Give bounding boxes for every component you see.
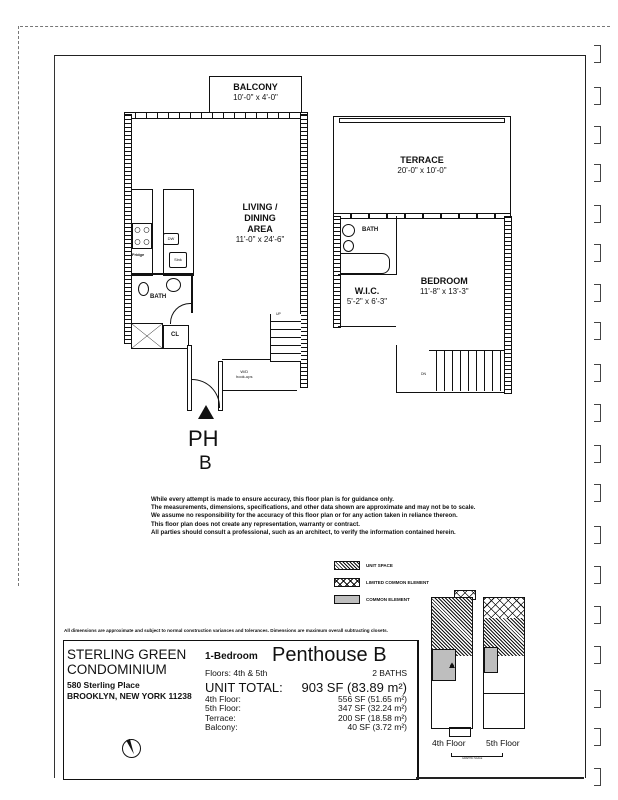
binder-hole bbox=[594, 606, 601, 624]
washer-dryer-closet bbox=[222, 359, 297, 391]
balcony-label: BALCONY bbox=[233, 82, 278, 92]
unit-name: Penthouse B bbox=[272, 644, 387, 666]
building-name-2: CONDOMINIUM bbox=[67, 662, 167, 677]
unit-marker-ph: PH bbox=[188, 426, 219, 451]
exterior-wall-right bbox=[300, 114, 308, 388]
balcony-dim: 10'-0" x 4'-0" bbox=[233, 93, 278, 102]
binder-hole bbox=[594, 445, 601, 463]
binder-hole bbox=[594, 164, 601, 182]
kp-5th-floor bbox=[483, 597, 525, 729]
closet-label: CL bbox=[171, 332, 179, 338]
building-name-1: STERLING GREEN bbox=[67, 647, 187, 662]
binder-hole bbox=[594, 728, 601, 746]
disclaimer-line: We assume no responsibility for the accuracy of this floor plan or for any action taken in reliance thereon. bbox=[151, 512, 458, 520]
kp-5th-floor-label: 5th Floor bbox=[486, 738, 520, 748]
area-value: 40 SF (3.72 m²) bbox=[347, 722, 407, 732]
bath-label: BATH bbox=[150, 294, 167, 300]
bath-wall-right bbox=[191, 273, 193, 313]
terrace-dim: 20'-0" x 10'-0" bbox=[397, 166, 447, 175]
unit-total-label: UNIT TOTAL: bbox=[205, 679, 283, 695]
area-label: 4th Floor: bbox=[205, 693, 241, 704]
upper-bath bbox=[338, 216, 397, 275]
stairs-down-label: DN bbox=[421, 372, 427, 376]
disclaimer-line: While every attempt is made to ensure accuracy, this floor plan is for guidance only. bbox=[151, 496, 394, 503]
upper-bath-sink-icon bbox=[342, 224, 355, 237]
disclaimer bbox=[151, 496, 521, 537]
binder-hole bbox=[594, 45, 601, 63]
area-value: 347 SF (32.24 m²) bbox=[338, 703, 407, 713]
exterior-wall-right-upper bbox=[504, 216, 512, 394]
legend-label: LIMITED COMMON ELEMENT bbox=[366, 580, 429, 585]
binder-hole bbox=[594, 768, 601, 786]
binder-hole bbox=[594, 87, 601, 105]
binder-hole bbox=[594, 484, 601, 502]
stairs-down bbox=[429, 350, 504, 391]
bedroom-label: BEDROOM bbox=[420, 276, 468, 286]
balcony bbox=[209, 76, 302, 115]
bedroom-dim: 11'-8" x 13'-3" bbox=[420, 287, 469, 296]
binder-hole bbox=[594, 284, 601, 302]
unit-entry-arrow-icon bbox=[198, 405, 214, 419]
graphic-scale-label: GRAPHIC SCALE bbox=[462, 757, 483, 760]
kp-4th-floor bbox=[431, 597, 473, 729]
binder-hole bbox=[594, 526, 601, 544]
stairs-up bbox=[270, 314, 301, 362]
baths-count: 2 BATHS bbox=[372, 668, 407, 678]
binder-hole bbox=[594, 404, 601, 422]
binder-hole bbox=[594, 646, 601, 664]
address-line-2: BROOKLYN, NEW YORK 11238 bbox=[67, 691, 192, 701]
north-compass-icon bbox=[122, 739, 141, 758]
upper-toilet-icon bbox=[343, 240, 354, 252]
living-label-3: AREA bbox=[247, 224, 273, 234]
living-label-1: LIVING / bbox=[242, 202, 278, 212]
legend-label: UNIT SPACE bbox=[366, 563, 393, 568]
common-swatch-icon bbox=[334, 595, 360, 604]
fridge-label: Fridge bbox=[132, 252, 145, 257]
legend-limited-common bbox=[334, 578, 429, 587]
legend-common bbox=[334, 595, 429, 604]
area-label: Terrace: bbox=[205, 712, 236, 723]
stairs-up-label: UP bbox=[276, 312, 281, 316]
toilet-icon bbox=[138, 282, 149, 296]
binder-hole bbox=[594, 566, 601, 584]
area-value: 200 SF (18.58 m²) bbox=[338, 712, 407, 723]
bath-wall-top bbox=[131, 273, 193, 275]
kp-4th-floor-label: 4th Floor bbox=[432, 738, 466, 748]
disclaimer-line: The measurements, dimensions, specifications, and other data shown are approximate and may not be to scale. bbox=[151, 504, 476, 512]
shower-icon bbox=[131, 323, 163, 349]
title-block bbox=[63, 640, 419, 780]
wic-dim: 5'-2" x 6'-3" bbox=[346, 297, 388, 306]
living-dim: 11'-0" x 24'-6" bbox=[235, 235, 285, 244]
address-line-1: 580 Sterling Place bbox=[67, 680, 140, 690]
key-plan bbox=[416, 585, 584, 779]
wd-label: W/D bbox=[240, 369, 249, 374]
upper-bath-label: BATH bbox=[362, 227, 379, 233]
binder-hole bbox=[594, 244, 601, 262]
binder-hole bbox=[594, 690, 601, 708]
wd-hookups-label: hook-ups bbox=[236, 374, 253, 379]
page-edge-left bbox=[18, 26, 20, 586]
unit-total-value: 903 SF (83.89 m²) bbox=[301, 679, 407, 695]
terrace bbox=[333, 116, 511, 216]
legend bbox=[334, 561, 429, 612]
bathtub-icon bbox=[340, 253, 390, 274]
binder-hole bbox=[594, 364, 601, 382]
area-label: 5th Floor: bbox=[205, 703, 241, 713]
terrace-railing bbox=[339, 118, 505, 123]
disclaimer-line: All parties should consult a professional, such as an architect, to verify the information contained herein. bbox=[151, 528, 456, 536]
living-label-2: DINING bbox=[244, 213, 276, 223]
area-label: Balcony: bbox=[205, 722, 238, 732]
legend-label: COMMON ELEMENT bbox=[366, 597, 410, 602]
disclaimer-line: This floor plan does not create any representation, warranty or contract. bbox=[151, 520, 360, 528]
legend-unit-space bbox=[334, 561, 429, 570]
dimensions-note: All dimensions are approximate and subject to normal construction variances and tolerances. Dimensions are maximum overall subtracting closets. bbox=[64, 628, 388, 633]
walk-in-closet bbox=[338, 276, 396, 327]
limited-common-swatch-icon bbox=[334, 578, 360, 587]
stove-icon bbox=[132, 223, 152, 249]
closet bbox=[163, 325, 189, 349]
binder-hole bbox=[594, 205, 601, 223]
unit-type: 1-Bedroom bbox=[205, 651, 258, 662]
terrace-label: TERRACE bbox=[400, 155, 444, 165]
bath-sink-icon bbox=[166, 278, 181, 292]
binder-hole bbox=[594, 126, 601, 144]
unit-marker-b: B bbox=[199, 453, 212, 474]
dishwasher: DW bbox=[163, 233, 179, 245]
unit-space-swatch-icon bbox=[334, 561, 360, 570]
bedroom bbox=[420, 276, 469, 296]
area-value: 556 SF (51.65 m²) bbox=[338, 693, 407, 704]
page-edge-top bbox=[20, 26, 610, 27]
wic-label: W.I.C. bbox=[354, 286, 380, 296]
binder-hole bbox=[594, 322, 601, 340]
kp-4th-entry bbox=[449, 727, 471, 737]
sink: Sink bbox=[169, 252, 187, 268]
floors-label: Floors: 4th & 5th bbox=[205, 668, 268, 678]
